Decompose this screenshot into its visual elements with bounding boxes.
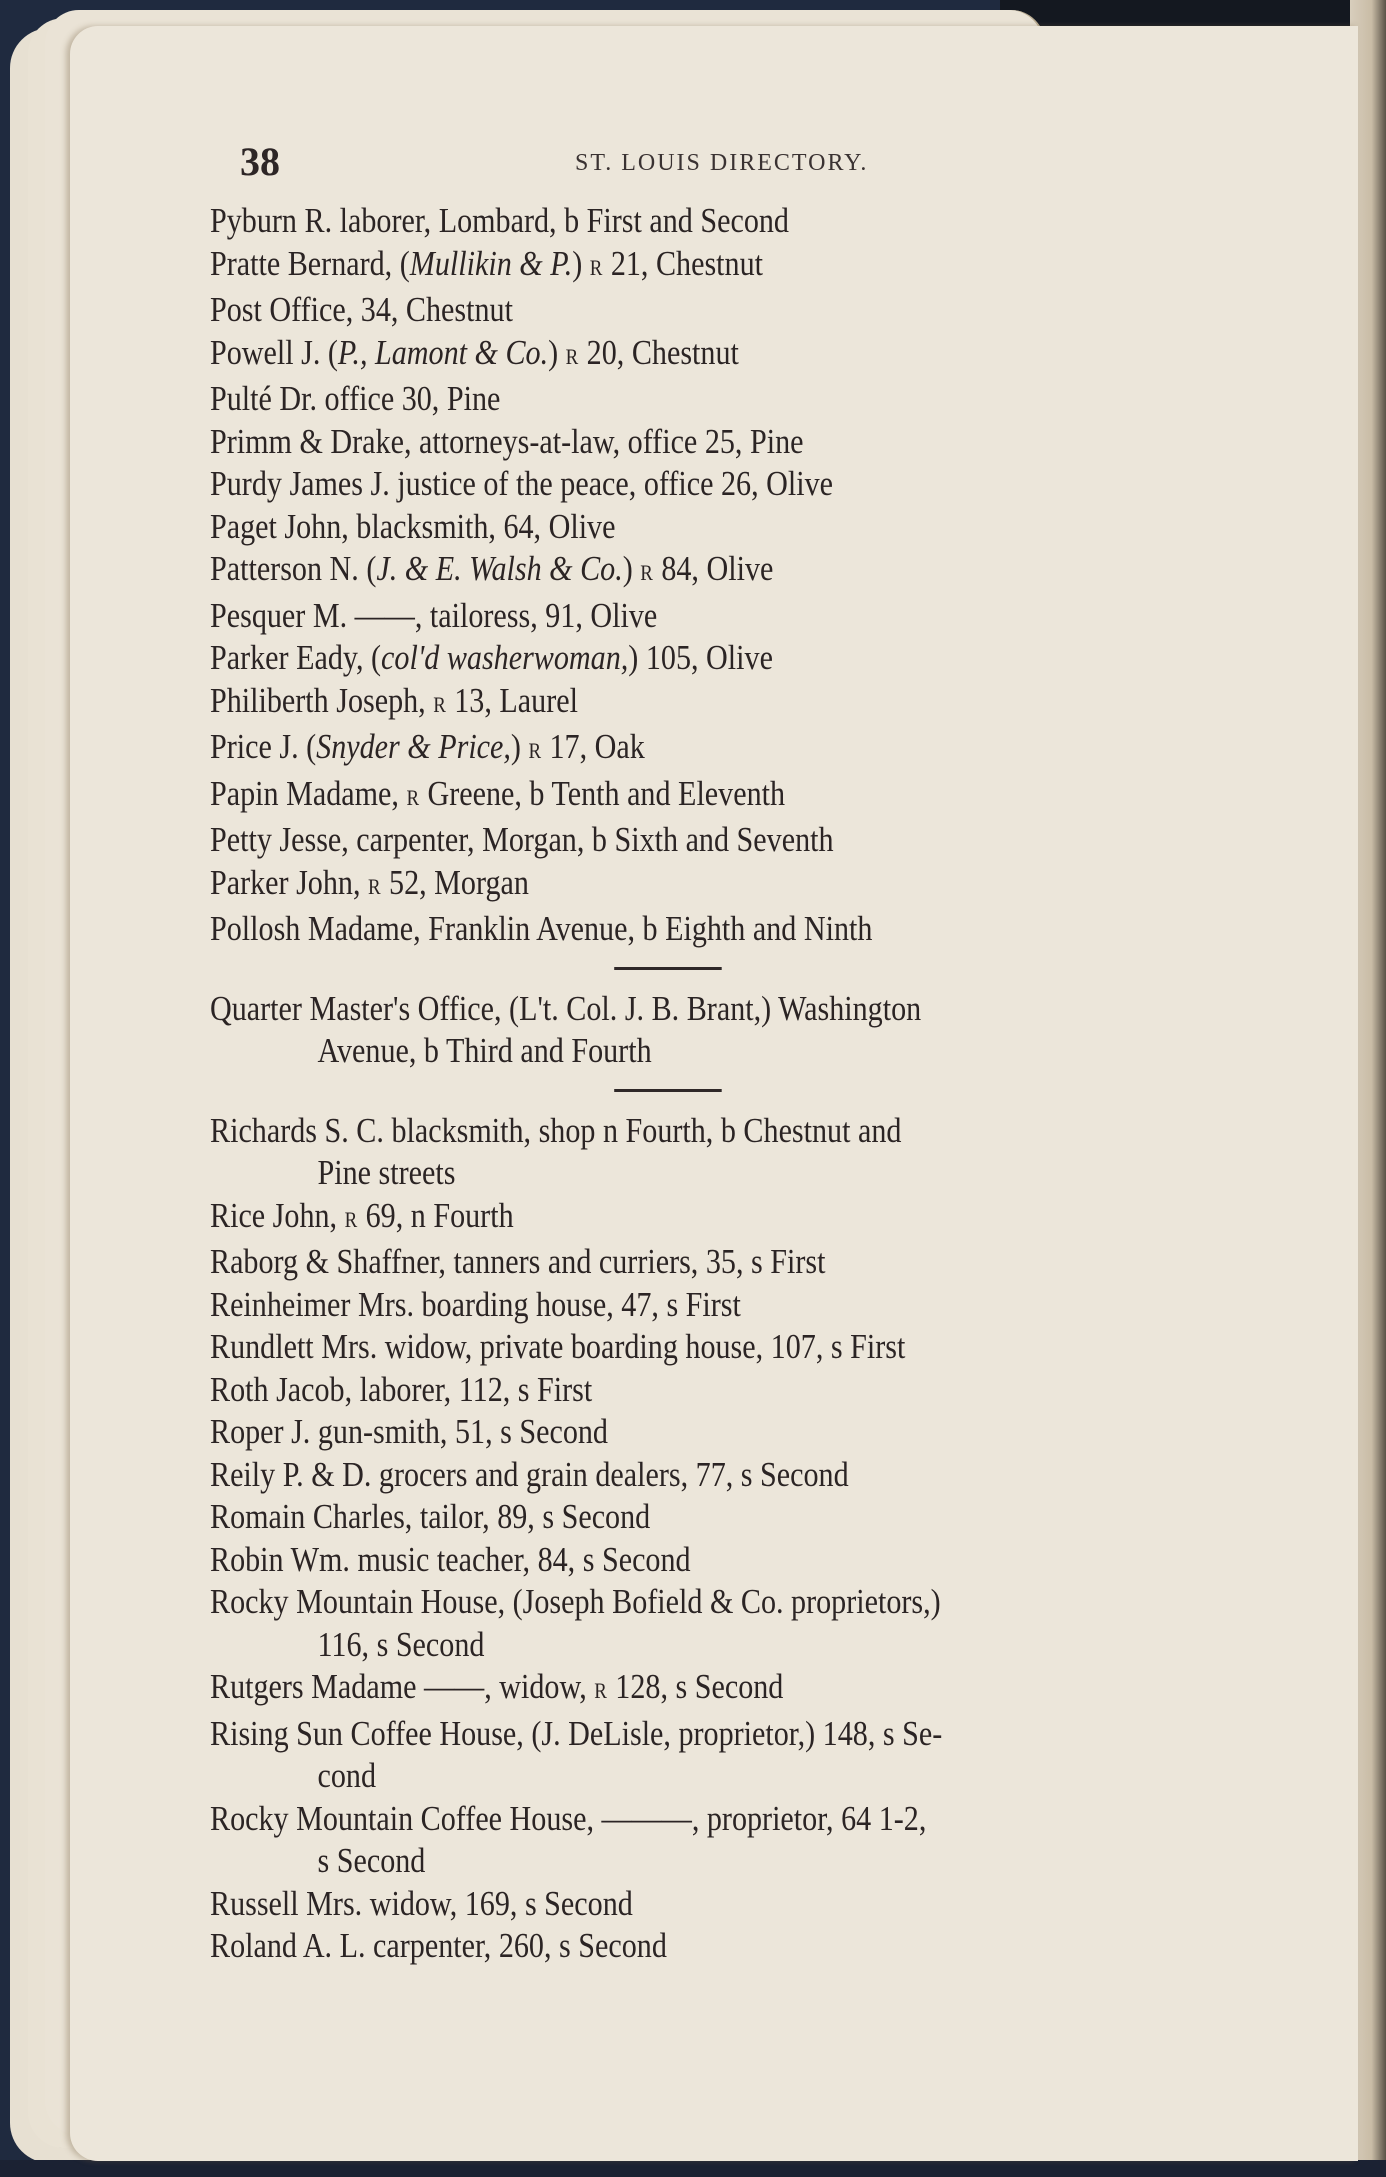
directory-entry [210, 773, 1139, 820]
entry-continuation: cond [317, 1756, 377, 1795]
entry-text: Pyburn R. laborer, Lombard, b First and Second [210, 201, 789, 240]
directory-entry [210, 1666, 1139, 1713]
directory-entry [210, 332, 1139, 379]
entry-residence-mark: R [594, 1678, 608, 1703]
directory-entry [210, 680, 1139, 727]
entry-text: Primm & Drake, attorneys-at-law, office 25, Pine [210, 421, 804, 461]
entry-text: Pesquer M. ——, tailoress, 91, Olive [210, 595, 658, 635]
directory-entry [210, 862, 1139, 909]
entry-text: 20, Chestnut [579, 332, 739, 372]
directory-entry [210, 1110, 1139, 1195]
directory-entry [210, 726, 1139, 773]
entry-text: ) [510, 727, 529, 766]
entry-continuation: 116, s Second [317, 1624, 485, 1664]
directory-entry [210, 637, 1139, 680]
directory-entry [210, 1411, 1139, 1454]
directory-entry [210, 1284, 1139, 1327]
entry-text: Robin Wm. music teacher, 84, s Second [210, 1539, 691, 1579]
entry-text: Papin Madame, [210, 773, 407, 813]
entry-text: Richards S. C. blacksmith, shop n Fourth, b Chestnut and [210, 1110, 902, 1150]
directory-entry [210, 1581, 1139, 1666]
running-head [240, 138, 1240, 188]
entry-residence-mark: R [406, 784, 420, 810]
entry-text: Rice John, [210, 1195, 345, 1235]
directory-entry [210, 1925, 1139, 1968]
directory-entry [210, 1326, 1139, 1369]
entry-italic-text: Mullikin & P. [409, 243, 573, 283]
entries-group-p [210, 200, 1139, 951]
entry-text: Paget John, blacksmith, 64, Olive [210, 506, 616, 546]
background-bottom [0, 2160, 1386, 2177]
entry-residence-mark: R [528, 738, 542, 763]
directory-entry [210, 378, 1139, 421]
entry-text: Purdy James J. justice of the peace, office 26, Olive [210, 464, 834, 503]
entry-italic-text: col'd washerwoman, [381, 638, 629, 677]
entry-text: Roland A. L. carpenter, 260, s Second [210, 1926, 667, 1965]
entry-text: 52, Morgan [381, 862, 529, 902]
entries-group-r [210, 1110, 1139, 1968]
entry-text: Roth Jacob, laborer, 112, s First [210, 1369, 593, 1409]
entry-italic-text: P., Lamont & Co. [337, 332, 549, 372]
directory-entry [210, 200, 1139, 243]
entry-italic-text: Snyder & Price, [316, 727, 511, 766]
entry-text: 128, s Second [607, 1667, 784, 1706]
directory-entries [210, 200, 1139, 1968]
directory-entry [210, 463, 1139, 506]
entry-text: Pratte Bernard, ( [210, 243, 410, 283]
entry-text: ) 105, Olive [628, 638, 773, 677]
page-header-title: ST. LOUIS DIRECTORY. [575, 150, 869, 176]
entry-residence-mark: R [589, 254, 604, 280]
entry-text: 69, n Fourth [358, 1195, 514, 1235]
entry-text: 84, Olive [653, 549, 774, 588]
entry-text: Rundlett Mrs. widow, private boarding house, 107, s First [210, 1327, 906, 1366]
section-divider [614, 1089, 722, 1092]
directory-entry [210, 1241, 1139, 1284]
entry-residence-mark: R [640, 560, 654, 585]
entry-text: Greene, b Tenth and Eleventh [419, 773, 786, 813]
directory-entry [210, 1195, 1139, 1242]
directory-entry [210, 988, 1139, 1073]
entry-continuation: Avenue, b Third and Fourth [317, 1031, 652, 1070]
entry-text: Russell Mrs. widow, 169, s Second [210, 1883, 633, 1923]
entry-text: Powell J. ( [210, 332, 338, 372]
entry-text: Quarter Master's Office, (L't. Col. J. B. Brant,) Washington [210, 988, 922, 1028]
entry-continuation: s Second [317, 1841, 426, 1880]
entry-italic-text: J. & E. Walsh & Co. [376, 549, 623, 588]
directory-entry [210, 1496, 1139, 1539]
entry-text: Romain Charles, tailor, 89, s Second [210, 1497, 651, 1536]
entry-text: Post Office, 34, Chestnut [210, 290, 513, 329]
entry-residence-mark: R [433, 691, 447, 717]
entry-residence-mark: R [367, 873, 382, 899]
entry-text: Petty Jesse, carpenter, Morgan, b Sixth and Seventh [210, 820, 834, 859]
entry-text: ) [548, 332, 566, 372]
entry-text: Reinheimer Mrs. boarding house, 47, s First [210, 1284, 741, 1324]
directory-entry [210, 243, 1139, 290]
directory-entry [210, 908, 1139, 951]
directory-entry [210, 1798, 1139, 1883]
entry-text: Rocky Mountain Coffee House, ———, proprietor, 64 1-2, [210, 1798, 927, 1838]
entry-text: Rising Sun Coffee House, (J. DeLisle, proprietor,) 148, s Se- [210, 1713, 943, 1753]
entries-group-q [210, 988, 1139, 1073]
entry-continuation: Pine streets [317, 1153, 456, 1192]
directory-entry [210, 1539, 1139, 1582]
entry-text: Reily P. & D. grocers and grain dealers, 77, s Second [210, 1454, 849, 1494]
entry-text: Raborg & Shaffner, tanners and curriers, 35, s First [210, 1242, 826, 1281]
entry-text: Parker John, [210, 862, 368, 902]
entry-text: Rutgers Madame ——, widow, [210, 1667, 595, 1706]
directory-entry [210, 819, 1139, 862]
entry-text: ) [622, 549, 641, 588]
entry-residence-mark: R [344, 1206, 359, 1232]
directory-entry [210, 1883, 1139, 1926]
entry-text: Rocky Mountain House, (Joseph Bofield & Co. proprietors,) [210, 1582, 941, 1621]
entry-text: Philiberth Joseph, [210, 680, 434, 720]
directory-entry [210, 595, 1139, 638]
directory-entry [210, 1369, 1139, 1412]
directory-entry [210, 289, 1139, 332]
entry-text: Roper J. gun-smith, 51, s Second [210, 1412, 608, 1451]
directory-entry [210, 1713, 1139, 1798]
entry-text: Pulté Dr. office 30, Pine [210, 379, 501, 418]
directory-entry [210, 506, 1139, 549]
section-divider [614, 967, 722, 970]
directory-entry [210, 548, 1139, 595]
directory-entry [210, 1454, 1139, 1497]
entry-text: 13, Laurel [446, 680, 578, 720]
entry-residence-mark: R [565, 343, 580, 369]
entry-text: ) [572, 243, 590, 283]
directory-entry [210, 421, 1139, 464]
background-top [1000, 0, 1386, 28]
entry-text: Price J. ( [210, 727, 317, 766]
entry-text: Patterson N. ( [210, 549, 377, 588]
entry-text: 21, Chestnut [603, 243, 763, 283]
page-number: 38 [240, 139, 280, 184]
entry-text: 17, Oak [541, 727, 645, 766]
entry-text: Parker Eady, ( [210, 638, 382, 677]
entry-text: Pollosh Madame, Franklin Avenue, b Eighth and Ninth [210, 909, 873, 948]
